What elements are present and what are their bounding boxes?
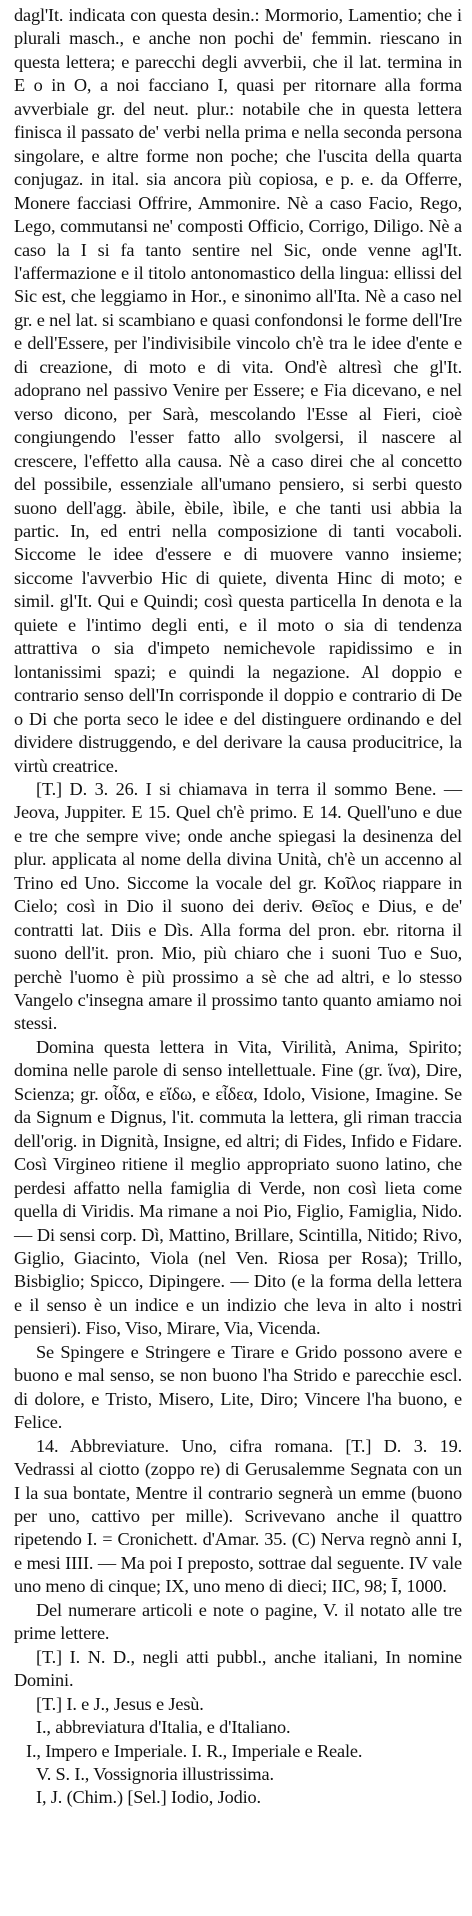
entry-jesus: [T.] I. e J., Jesus e Jesù. xyxy=(36,1693,204,1714)
entry-vossignoria: V. S. I., Vossignoria illustrissima. xyxy=(36,1763,274,1784)
paragraph-divine-name: [T.] D. 3. 26. I si chiamava in terra il sommo Bene. — Jeova, Juppiter. E 15. Quel ch'è primo. E 14. Quell'uno e due e tre che sempre vive; onde anche spiegasi la desinenza del plur. applicata al nome della divina Unità, ch'è un accenno al Trino ed Uno. Siccome la vocale del gr. Κοῖλος riappare in Cielo; così in Dio il suono dei deriv. Θεῖος e Dius, e de' contratti lat. Diis e Dìs. Alla forma del pron. ebr. ritorna il suono dell'it. pron. Mio, più chiaro che i suoni Tuo e Suo, perchè l'uomo è più prossimo a sè che ad altri, e lo stesso Vangelo c'insegna amare il prossimo tanto quanto amiamo noi stessi. xyxy=(14,778,462,1034)
paragraph-abbreviations: 14. Abbreviature. Uno, cifra romana. [T.] D. 3. 19. Vedrassi al ciotto (zoppo re) di Gerusalemme Segnata con un I la sua bontate, Mentre il contrario segnerà un emme (buono per uno, cattivo per mille). Scrivevano anche il quattro ripetendo I. = Cronichett. d'Amar. 35. (C) Nerva regnò anni I, e mesi IIII. — Ma poi I preposto, sottrae dal seguente. IV vale uno meno di cinque; IX, uno meno di dieci; IIC, 98; Ī, 1000. xyxy=(14,1435,462,1597)
paragraph-in-nomine-domini: [T.] I. N. D., negli atti pubbl., anche italiani, In nomine Domini. xyxy=(14,1646,462,1691)
paragraph-life-spirit: Domina questa lettera in Vita, Virilità, Anima, Spirito; domina nelle parole di senso intellettuale. Fine (gr. ἵνα), Dire, Scienza; gr. οἶδα, e εἴδω, e εἶδεα, Idolo, Visione, Imagine. Se da Signum e Dignus, l'it. commuta la lettera, gli riman traccia dell'orig. in Dignità, Insigne, ed altri; di Fides, Infido e Fidare. Così Virgineo ritiene il meglio appropriato suono latino, che perdesi affatto nella famiglia di Verde, non così lieta come quella di Viridis. Ma rimane a noi Pio, Figlio, Famiglia, Nido. — Di sensi corp. Dì, Mattino, Brillare, Scintilla, Nitido; Rivo, Giglio, Giacinto, Viola (nel Ven. Riosa per Rosa); Trillo, Bisbiglio; Spicco, Dipingere. — Dito (e la forma della lettera e il senso è un indice e un indizio che leva in alto i nostri pensieri). Fiso, Viso, Mirare, Via, Vicenda. xyxy=(14,1036,462,1339)
entry-iodio: I, J. (Chim.) [Sel.] Iodio, Jodio. xyxy=(36,1787,261,1808)
paragraph-i-sounds: dagl'It. indicata con questa desin.: Mormorio, Lamentio; che i plurali masch., e anche non pochi de' femmin. riescano in questa lettera; e parecchi degli avverbii, che il lat. termina in E o in O, a noi facciano I, quasi per ritornare alla forma avverbiale gr. del neut. plur.: notabile che in questa lettera finisca il passato de' verbi nella prima e nella seconda persona singolare, e altre forme non poche; che l'uscita della quarta conjugaz. in ital. sia ancora più copiosa, e p. e. da Offerre, Monere facciasi Offrire, Ammonire. Nè a caso Facio, Rego, Lego, commutansi ne' composti Officio, Corrigo, Diligo. Nè a caso la I si fa tanto sentire nel Sic, onde venne agl'It. l'affermazione e il titolo antonomastico della lingua: ellissi del Sic est, che leggiamo in Hor., e sinonimo all'Ita. Nè a caso nel gr. e nel lat. si scambiano e quasi confondonsi le forme dell'Ire e dell'Essere, per l'indivisibile vincolo ch'è tra le idee d'ente e di creazione, di moto e di vita. Ond'è altresì che gl'It. adoprano nel passivo Venire per Essere; e Fia dicevano, e nel verso dicono, per Sarà, mescolando l'Esse al Fieri, cioè congiungendo l'esser fatto allo svolgersi, il nascere al crescere, l'effetto alla causa. Nè a caso direi che al concetto del possibile, essenziale all'umano pensiero, si serbi questo suono dell'agg. àbile, èbile, ìbile, e che tanti usi abbia la partic. In, ed entri nella composizione di tanti vocaboli. Siccome le idee d'essere e di muovere vanno insieme; siccome l'avverbio Hic di quiete, diventa Hinc di moto; e simil. gl'It. Qui e Quindi; così questa particella In denota e la quiete e l'intimo degli enti, e il moto o sia di tendenza attrattiva o sia d'impeto nemichevole rapidissimo e in lontanissimi spazi; e quindi la negazione. Al doppio e contrario senso dell'In corrisponde il doppio e contrario di De o Di che porta seco le idee e del distinguere ordinando e del dividere distruggendo, e del derivare la causa producitrice, la virtù creatrice. xyxy=(14,5,462,776)
entry-impero: I., Impero e Imperiale. I. R., Imperiale e Reale. xyxy=(26,1740,363,1761)
paragraph-numbering: Del numerare articoli e note o pagine, V. il notato alle tre prime lettere. xyxy=(14,1599,462,1644)
entry-italia: I., abbreviatura d'Italia, e d'Italiano. xyxy=(36,1717,291,1738)
paragraph-good-bad-sense: Se Spingere e Stringere e Tirare e Grido possono avere e buono e mal senso, se non buono l'ha Strido e parecchie escl. di dolore, e Tristo, Misero, Lite, Diro; Vincere l'ha buono, e Felice. xyxy=(14,1341,462,1433)
